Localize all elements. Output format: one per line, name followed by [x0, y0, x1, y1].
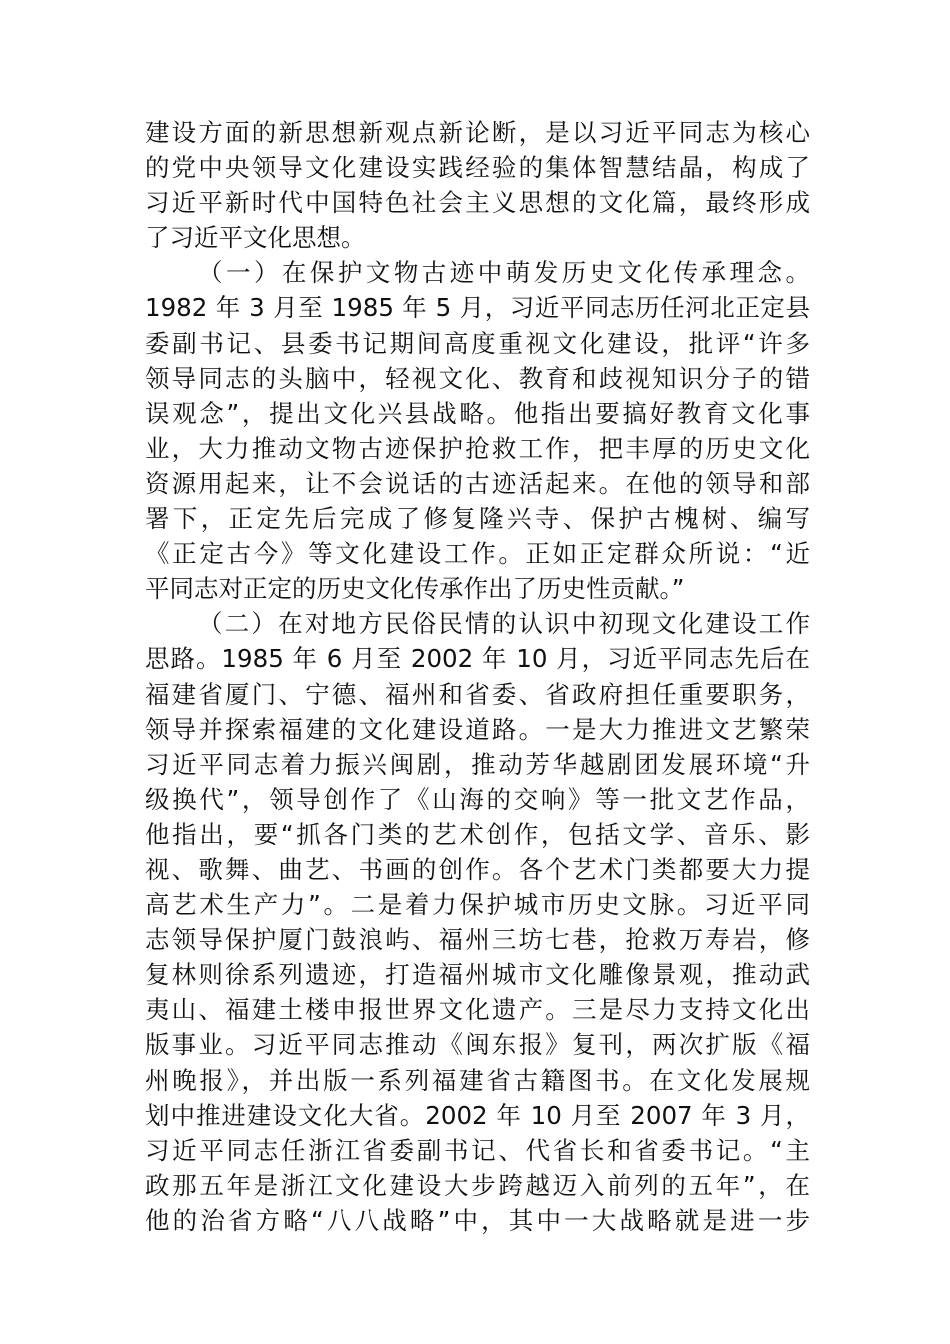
text-line: 业，大力推动文物古迹保护抢救工作，把丰厚的历史文化: [145, 433, 810, 463]
text-line: 他指出，要“抓各门类的艺术创作，包括文学、音乐、影: [145, 819, 810, 849]
text-line: 高艺术生产力”。二是着力保护城市历史文脉。习近平同: [145, 890, 810, 920]
text-line: 他的治省方略“八八战略”中，其中一大战略就是进一步: [145, 1205, 810, 1235]
text-line: 政那五年是浙江文化建设大步跨越迈入前列的五年”，在: [145, 1170, 810, 1200]
section-heading-1: （一）在保护文物古迹中萌发历史文化传承理念。: [198, 258, 810, 288]
text-line: 划中推进建设文化大省。2002 年 10 月至 2007 年 3 月，: [145, 1100, 810, 1130]
text-line: 习近平新时代中国特色社会主义思想的文化篇，最终形成: [145, 188, 810, 218]
text-line: 《正定古今》等文化建设工作。正如正定群众所说：“近: [145, 539, 810, 569]
section-heading-2: （二）在对地方民俗民情的认识中初现文化建设工作: [198, 609, 810, 639]
text-line: 1982 年 3 月至 1985 年 5 月，习近平同志历任河北正定县: [145, 293, 810, 323]
text-line: 平同志对正定的历史文化传承作出了历史性贡献。”: [145, 574, 685, 604]
text-line: 福建省厦门、宁德、福州和省委、省政府担任重要职务，: [145, 679, 810, 709]
text-line: 领导同志的头脑中，轻视文化、教育和歧视知识分子的错: [145, 363, 810, 393]
body-text: [145, 115, 810, 1238]
text-line: 思路。1985 年 6 月至 2002 年 10 月，习近平同志先后在: [145, 644, 810, 674]
text-line: 资源用起来，让不会说话的古迹活起来。在他的领导和部: [145, 468, 810, 498]
text-line: 州晚报》，并出版一系列福建省古籍图书。在文化发展规: [145, 1065, 810, 1095]
text-line: 视、歌舞、曲艺、书画的创作。各个艺术门类都要大力提: [145, 854, 810, 884]
text-line: 志领导保护厦门鼓浪屿、福州三坊七巷，抢救万寿岩，修: [145, 925, 810, 955]
text-line: 误观念”，提出文化兴县战略。他指出要搞好教育文化事: [145, 398, 810, 428]
text-line: 夷山、福建土楼申报世界文化遗产。三是尽力支持文化出: [145, 995, 810, 1025]
text-line: 复林则徐系列遗迹，打造福州城市文化雕像景观，推动武: [145, 960, 810, 990]
text-line: 版事业。习近平同志推动《闽东报》复刊，两次扩版《福: [145, 1030, 810, 1060]
text-line: 习近平同志着力振兴闽剧，推动芳华越剧团发展环境“升: [145, 749, 810, 779]
text-line: 委副书记、县委书记期间高度重视文化建设，批评“许多: [145, 328, 810, 358]
text-line: 建设方面的新思想新观点新论断，是以习近平同志为核心: [145, 118, 810, 147]
text-line: 领导并探索福建的文化建设道路。一是大力推进文艺繁荣: [145, 714, 810, 744]
text-line: 的党中央领导文化建设实践经验的集体智慧结晶，构成了: [145, 153, 810, 183]
text-line: 了习近平文化思想。: [145, 223, 366, 253]
text-line: 级换代”，领导创作了《山海的交响》等一批文艺作品，: [145, 784, 810, 814]
text-line: 署下，正定先后完成了修复隆兴寺、保护古槐树、编写: [145, 504, 810, 534]
text-line: 习近平同志任浙江省委副书记、代省长和省委书记。“主: [145, 1135, 810, 1165]
